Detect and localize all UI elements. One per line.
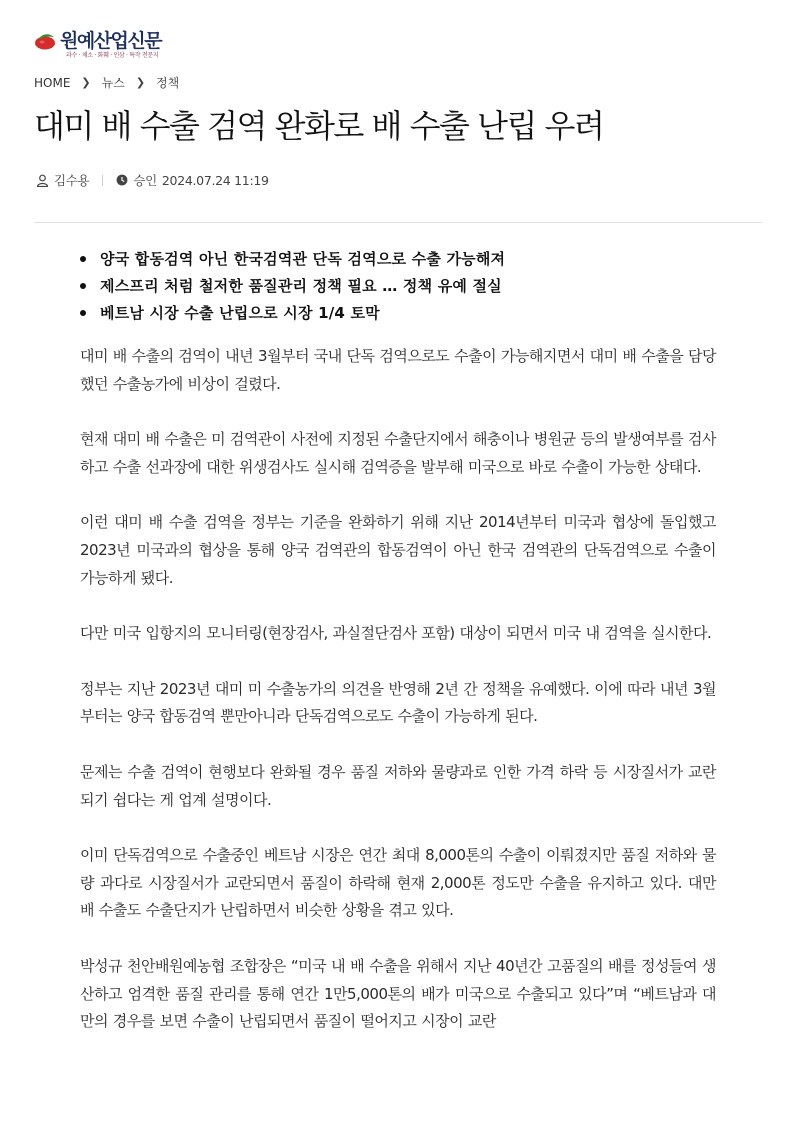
breadcrumb-policy[interactable]: 정책	[156, 76, 180, 90]
meta-divider	[102, 175, 103, 186]
clock-icon	[116, 174, 128, 186]
approved-datetime: 2024.07.24 11:19	[161, 172, 269, 188]
article-paragraph: 다만 미국 입항지의 모니터링(현장검사, 과실절단검사 포함) 대상이 되면서 미국 내 검역을 실시한다.	[80, 624, 712, 643]
site-logo[interactable]	[34, 26, 174, 59]
author-name[interactable]: 김수용	[54, 173, 90, 188]
site-slogan: 과수 · 채소 · 화훼 · 인삼 · 특작 전문지	[66, 52, 159, 59]
summary-item: 제스프리 처럼 철저한 품질관리 정책 필요 … 정책 유예 절실	[80, 273, 720, 300]
breadcrumb-home[interactable]: HOME	[34, 75, 71, 90]
article-paragraph: 이런 대미 배 수출 검역을 정부는 기준을 완화하기 위해 지난 2014년부터 미국과 협상에 돌입했고 2023년 미국과의 협상을 통해 양국 검역관의 합동검역이 아닌 한국 검역관의 단독검역으로 수출이 가능하게 됐다.	[80, 513, 716, 587]
approved-label: 승인	[133, 173, 157, 188]
article-title: 대미 배 수출 검역 완화로 배 수출 난립 우려	[34, 107, 604, 145]
red-fruit-logo-icon	[34, 32, 56, 50]
summary-item: 양국 합동검역 아닌 한국검역관 단독 검역으로 수출 가능해져	[80, 246, 720, 273]
breadcrumb-news[interactable]: 뉴스	[101, 76, 125, 90]
article-paragraph: 문제는 수출 검역이 현행보다 완화될 경우 품질 저하와 물량과로 인한 가격 하락 등 시장질서가 교란되기 쉽다는 게 업계 설명이다.	[80, 762, 716, 809]
article-paragraph: 이미 단독검역으로 수출중인 베트남 시장은 연간 최대 8,000톤의 수출이 이뤄졌지만 품질 저하와 물량 과다로 시장질서가 교란되면서 품질이 하락해 현재 2,000톤 정도만 수출을 유지하고 있다. 대만 배 수출도 수출단지가 난립하면서 비슷한 상황을 겪고 있다.	[80, 846, 716, 920]
chevron-right-icon: ❯	[135, 76, 146, 89]
bullet-icon	[80, 256, 86, 262]
article-body	[80, 343, 716, 1064]
site-name: 원예산업신문	[60, 30, 162, 52]
summary-item: 베트남 시장 수출 난립으로 시장 1/4 토막	[80, 300, 720, 327]
user-icon	[36, 174, 49, 187]
article-meta	[36, 171, 269, 189]
article-paragraph: 정부는 지난 2023년 대미 미 수출농가의 의견을 반영해 2년 간 정책을 유예했다. 이에 따라 내년 3월부터는 양국 합동검역 뿐만아니라 단독검역으로도 수출이 가능하게 된다.	[80, 679, 716, 726]
article-paragraph: 박성규 천안배원예농협 조합장은 “미국 내 배 수출을 위해서 지난 40년간 고품질의 배를 정성들여 생산하고 엄격한 품질 관리를 통해 연간 1만5,000톤의 배가 미국으로 수출되고 있다”며 “베트남과 대만의 경우를 보면 수출이 난립되면서 품질이 떨어지고 시장이 교란	[80, 956, 716, 1031]
bullet-icon	[80, 283, 86, 289]
chevron-right-icon: ❯	[81, 76, 91, 89]
article-paragraph: 대미 배 수출의 검역이 내년 3월부터 국내 단독 검역으로도 수출이 가능해지면서 대미 배 수출을 담당했던 수출농가에 비상이 걸렸다.	[80, 347, 716, 393]
article-paragraph: 현재 대미 배 수출은 미 검역관이 사전에 지정된 수출단지에서 해충이나 병원균 등의 발생여부를 검사하고 수출 선과장에 대한 위생검사도 실시해 검역증을 발부해 미국으로 바로 수출이 가능한 상태다.	[80, 430, 716, 476]
header-divider	[34, 222, 762, 223]
breadcrumb	[34, 74, 179, 91]
article-summary	[80, 246, 720, 327]
bullet-icon	[80, 310, 86, 316]
